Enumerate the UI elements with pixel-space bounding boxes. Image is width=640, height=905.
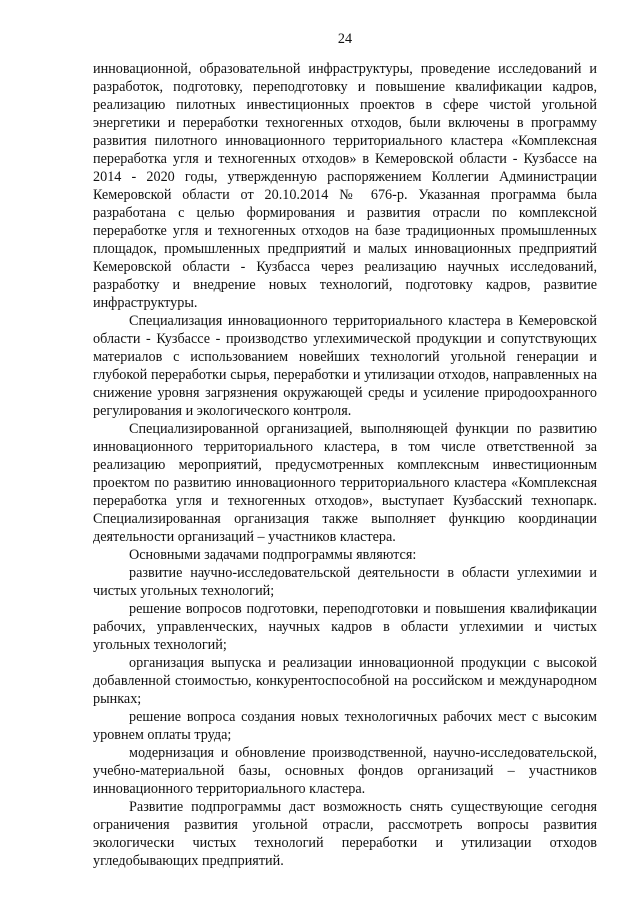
paragraph-cluster-program: инновационной, образовательной инфраструктуры, проведение исследований и разработок, подготовку, переподготовку и повышение квалификации кадров, реализацию пилотных инвестиционных проектов в сфере чистой угольной энергетики и переработки техногенных отходов, были включены в программу развития пилотного инновационного территориального кластера «Комплексная переработка угля и техногенных отходов» в Кемеровской области - Кузбассе на 2014 - 2020 годы, утвержденную распоряжением Коллегии Администрации Кемеровской области от 20.10.2014 № 676-р. Указанная программа была разработана с целью формирования и развития отрасли по комплексной переработке угля и техногенных отходов на базе традиционных промышленных площадок, промышленных предприятий и малых инновационных предприятий Кемеровской области - Кузбасса через реализацию научных исследований, разработку и внедрение новых технологий, подготовку кадров, развитие инфраструктуры. — [93, 61, 597, 311]
paragraph-task-training: решение вопросов подготовки, переподготовки и повышения квалификации рабочих, управленческих, научных кадров в области углехимии и чистых угольных технологий; — [93, 601, 597, 653]
paragraph-task-products: организация выпуска и реализации инновационной продукции с высокой добавленной стоимостью, конкурентоспособной на российском и международном рынках; — [93, 655, 597, 707]
paragraph-cluster-specialization: Специализация инновационного территориального кластера в Кемеровской области - Кузбассе - производство углехимической продукции и сопутствующих материалов с использованием новейших технологий угольной генерации и глубокой переработки сырья, переработки и утилизации отходов, направленных на снижение уровня загрязнения окружающей среды и усиление природоохранного регулирования и экологического контроля. — [93, 313, 597, 419]
paragraph-tasks-intro: Основными задачами подпрограммы являются: — [129, 547, 417, 563]
paragraph-task-jobs: решение вопроса создания новых технологичных рабочих мест с высоким уровнем оплаты труда; — [93, 709, 597, 743]
paragraph-task-research: развитие научно-исследовательской деятельности в области углехимии и чистых угольных технологий; — [93, 565, 597, 599]
paragraph-task-modernization: модернизация и обновление производственной, научно-исследовательской, учебно-материальной базы, основных фондов организаций – участников инновационного территориального кластера. — [93, 745, 597, 797]
document-page — [93, 0, 597, 870]
page-number: 24 — [337, 31, 353, 47]
paragraph-specialized-organization: Специализированной организацией, выполняющей функции по развитию инновационного территориального кластера, в том числе ответственной за реализацию мероприятий, предусмотренных комплексным инвестиционным проектом по развитию инновационного территориального кластера «Комплексная переработка угля и техногенных отходов», выступает Кузбасский технопарк. Специализированная организация также выполняет функцию координации деятельности организаций – участников кластера. — [93, 421, 597, 545]
paragraph-development-outcome: Развитие подпрограммы даст возможность снять существующие сегодня ограничения развития угольной отрасли, рассмотреть вопросы развития экологически чистых технологий переработки и утилизации отходов угледобывающих предприятий. — [93, 799, 597, 869]
